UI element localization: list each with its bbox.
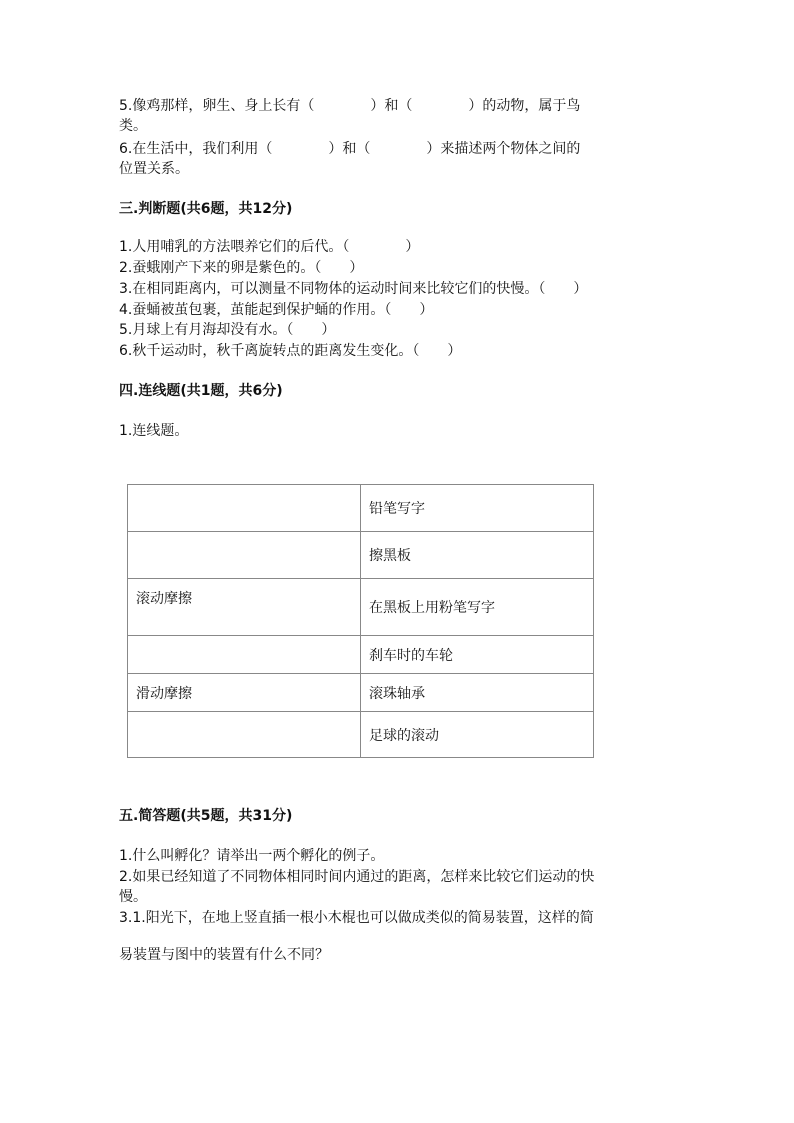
- table-cell-right: 滚珠轴承: [361, 674, 594, 712]
- short-answer-1: 1.什么叫孵化？请举出一两个孵化的例子。: [119, 848, 385, 864]
- section-3-title: 三.判断题(共6题，共12分): [119, 201, 293, 217]
- table-cell-right: 擦黑板: [361, 532, 594, 579]
- short-answer-3-line-1: 3.1.阳光下，在地上竖直插一根小木棍也可以做成类似的简易装置，这样的简: [119, 910, 594, 926]
- table-row: [128, 636, 594, 674]
- matching-question: 1.连线题。: [119, 423, 189, 439]
- section-5-title: 五.简答题(共5题，共31分): [119, 808, 293, 824]
- table-row: [128, 532, 594, 579]
- table-cell-left: [128, 712, 361, 758]
- table-row: [128, 485, 594, 532]
- table-cell-right: 铅笔写字: [361, 485, 594, 532]
- judge-item-1: 1.人用哺乳的方法喂养它们的后代。（ ）: [119, 239, 420, 255]
- judge-item-6: 6.秋千运动时，秋千离旋转点的距离发生变化。（ ）: [119, 343, 462, 359]
- table-row: [128, 674, 594, 712]
- matching-table: [127, 484, 594, 758]
- table-row: [128, 579, 594, 636]
- short-answer-2-line-2: 慢。: [119, 889, 147, 905]
- table-cell-right: 在黑板上用粉笔写字: [361, 579, 594, 636]
- section-4-title: 四.连线题(共1题，共6分): [119, 383, 283, 399]
- table-row: [128, 712, 594, 758]
- table-cell-left: 滑动摩擦: [128, 674, 361, 712]
- short-answer-2-line-1: 2.如果已经知道了不同物体相同时间内通过的距离，怎样来比较它们运动的快: [119, 869, 595, 885]
- question-6-line-1: 6.在生活中，我们利用（ ）和（ ）来描述两个物体之间的: [119, 141, 581, 157]
- short-answer-3-line-2: 易装置与图中的装置有什么不同？: [119, 947, 329, 963]
- judge-item-4: 4.蚕蛹被茧包裹，茧能起到保护蛹的作用。（ ）: [119, 302, 434, 318]
- table-cell-left: [128, 636, 361, 674]
- table-cell-right: 刹车时的车轮: [361, 636, 594, 674]
- question-5-line-1: 5.像鸡那样，卵生、身上长有（ ）和（ ）的动物，属于鸟: [119, 98, 581, 114]
- table-cell-right: 足球的滚动: [361, 712, 594, 758]
- table-cell-left: [128, 532, 361, 579]
- question-5-line-2: 类。: [119, 118, 147, 134]
- question-6-line-2: 位置关系。: [119, 161, 189, 177]
- table-cell-left: [128, 485, 361, 532]
- judge-item-2: 2.蚕蛾刚产下来的卵是紫色的。（ ）: [119, 260, 364, 276]
- judge-item-3: 3.在相同距离内，可以测量不同物体的运动时间来比较它们的快慢。（ ）: [119, 281, 588, 297]
- judge-item-5: 5.月球上有月海却没有水。（ ）: [119, 322, 336, 338]
- table-cell-left: 滚动摩擦: [128, 579, 361, 636]
